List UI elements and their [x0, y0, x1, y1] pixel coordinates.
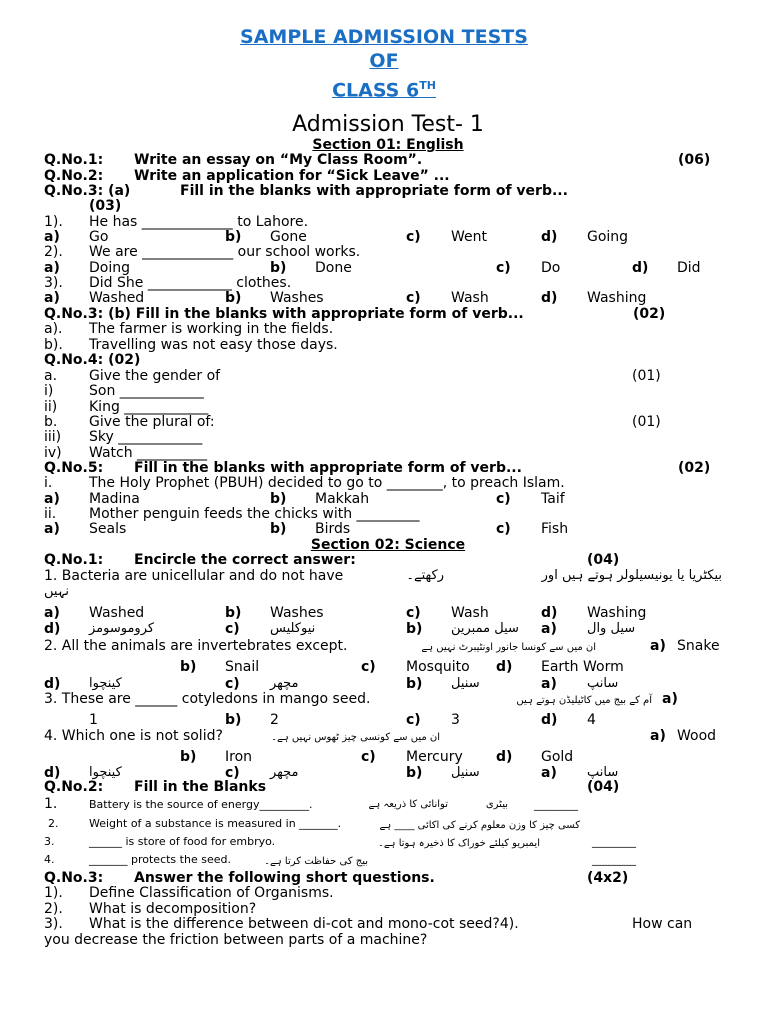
sci-q1-s1-en: 1. Bacteria are unicellular and do not have	[44, 568, 344, 584]
fill-blank-en: Weight of a substance is measured in _______.	[89, 817, 342, 830]
option-urdu: سیل وال	[587, 621, 636, 636]
option-value: Wood	[677, 728, 717, 744]
option-value: Do	[541, 260, 561, 276]
sci-q1-s1-ur-a: رکھتے۔	[406, 568, 444, 583]
option-letter: a)	[44, 521, 60, 537]
q5-marks: (02)	[678, 460, 711, 476]
short-q-num: 1).	[44, 885, 63, 901]
sci-q1-s3-ur: آم کے بیج میں کاٹیلیڈن ہوتے ہیں	[516, 695, 652, 706]
sci-q3-text: Answer the following short questions.	[134, 870, 435, 886]
q3a-item-1-text: He has _____________ to Lahore.	[89, 214, 309, 230]
q4-b-item-num: iv)	[44, 445, 62, 461]
option-value: Birds	[315, 521, 351, 537]
option-letter: b)	[406, 621, 423, 637]
option-letter: b)	[225, 229, 242, 245]
option-value: Mosquito	[406, 659, 470, 675]
q4-b-item-num: iii)	[44, 429, 62, 445]
q4-a-text: Give the gender of	[89, 368, 221, 384]
option-letter: c)	[225, 621, 240, 637]
option-letter: c)	[225, 676, 240, 692]
option-letter: a)	[44, 290, 60, 306]
section-1-heading: Section 01: English	[312, 137, 464, 153]
option-value: Washed	[89, 605, 145, 621]
option-value: Iron	[225, 749, 253, 765]
option-urdu: کینچوا	[89, 676, 122, 691]
q3b-item-2-num: b).	[44, 337, 63, 353]
option-letter: b)	[225, 290, 242, 306]
option-value: Washes	[270, 290, 324, 306]
fill-blank-line: ________	[534, 798, 578, 811]
option-urdu: کروموسومز	[89, 621, 155, 636]
option-letter: a)	[650, 638, 666, 654]
option-letter: b)	[270, 491, 287, 507]
option-urdu: سنیل	[451, 765, 480, 780]
option-value: Gold	[541, 749, 574, 765]
option-value: Taif	[541, 491, 565, 507]
option-value: Mercury	[406, 749, 463, 765]
option-urdu: مچھر	[270, 676, 299, 691]
fill-blank-num: 3.	[44, 835, 55, 848]
sci-q3-label: Q.No.3:	[44, 870, 104, 886]
q3a-item-3-text: Did She ____________ clothes.	[89, 275, 292, 291]
q1-text: Write an essay on “My Class Room”.	[134, 152, 423, 168]
fill-blank-num: 2.	[48, 817, 59, 830]
option-letter: b)	[180, 749, 197, 765]
option-letter: a)	[44, 605, 60, 621]
q4-b-text: Give the plural of:	[89, 414, 215, 430]
option-value: Washed	[89, 290, 145, 306]
header-line-3	[0, 74, 768, 102]
option-letter: c)	[406, 712, 421, 728]
q3a-item-3-num: 3).	[44, 275, 63, 291]
short-q-last-line: you decrease the friction between parts of a machine?	[44, 932, 428, 948]
q4-a-num: a.	[44, 368, 58, 384]
option-letter: d)	[44, 765, 61, 781]
option-value: Madina	[89, 491, 140, 507]
option-letter: c)	[361, 659, 376, 675]
option-letter: c)	[406, 605, 421, 621]
option-letter: b)	[270, 521, 287, 537]
fill-blank-ur: بیج کی حفاظت کرتا ہے۔	[264, 856, 368, 867]
option-value: 3	[451, 712, 460, 728]
q3a-text: Fill in the blanks with appropriate form of verb...	[180, 183, 568, 199]
option-letter: c)	[225, 765, 240, 781]
q5-item-2-num: ii.	[44, 506, 57, 522]
fill-blank-num: 4.	[44, 853, 55, 866]
option-letter: a)	[541, 676, 557, 692]
option-value: Done	[315, 260, 352, 276]
q1-marks: (06)	[678, 152, 711, 168]
q3a-label: Q.No.3: (a)	[44, 183, 131, 199]
fill-blank-ur: کسی چیز کا وزن معلوم کرنے کی اکائی ____ ہے	[379, 820, 580, 831]
sci-q1-s3-en: 3. These are ______ cotyledons in mango seed.	[44, 691, 371, 707]
q3b-item-2-text: Travelling was not easy those days.	[89, 337, 338, 353]
q4-b-item-text: Watch __________	[89, 445, 208, 461]
option-value: Went	[451, 229, 487, 245]
q4-b-item-text: Sky ____________	[89, 429, 203, 445]
option-letter: d)	[541, 712, 558, 728]
header-class-sup: TH	[419, 79, 436, 92]
option-value: Did	[677, 260, 701, 276]
option-letter: a)	[662, 691, 678, 707]
q5-item-1-num: i.	[44, 475, 53, 491]
section-2-heading: Section 02: Science	[310, 537, 466, 553]
sci-q1-s2-en: 2. All the animals are invertebrates except.	[44, 638, 348, 654]
q3a-item-2-text: We are _____________ our school works.	[89, 244, 361, 260]
short-q-text-cont: How can	[632, 916, 693, 932]
short-q-text: Define Classification of Organisms.	[89, 885, 334, 901]
option-letter: d)	[541, 229, 558, 245]
q4-b-marks: (01)	[632, 414, 661, 430]
option-letter: d)	[632, 260, 649, 276]
short-q-num: 2).	[44, 901, 63, 917]
sci-q1-s4-ur: ان میں سے کونسی چیز ٹھوس نہیں ہے۔	[271, 732, 440, 743]
q3b-marks: (02)	[633, 306, 666, 322]
header-line-1: SAMPLE ADMISSION TESTS	[240, 26, 528, 48]
sci-q1-label: Q.No.1:	[44, 552, 104, 568]
page-title: Admission Test- 1	[292, 112, 484, 137]
option-urdu: سیل ممبرین	[451, 621, 519, 636]
fill-blank-line: ________	[592, 835, 636, 848]
q3b-item-1-num: a).	[44, 321, 63, 337]
option-letter: d)	[541, 605, 558, 621]
fill-blank-line: ________	[592, 853, 636, 866]
option-letter: a)	[541, 621, 557, 637]
q3b-item-1-text: The farmer is working in the fields.	[89, 321, 334, 337]
fill-blank-en: _______ protects the seed.	[89, 853, 231, 866]
header-line-2: OF	[369, 50, 399, 72]
sci-q1-text: Encircle the correct answer:	[134, 552, 356, 568]
sci-q2-text: Fill in the Blanks	[134, 779, 267, 795]
option-value: Going	[587, 229, 629, 245]
q4-a-item-text: Son ____________	[89, 383, 204, 399]
sci-q1-marks: (04)	[587, 552, 620, 568]
option-value: Doing	[89, 260, 130, 276]
option-value: Wash	[451, 605, 489, 621]
header-class: CLASS 6	[332, 79, 420, 102]
sci-q1-s2-ur: ان میں سے کونسا جانور اونٹیبرٹ نہیں ہے	[421, 642, 596, 653]
option-letter: c)	[496, 521, 511, 537]
option-letter: b)	[406, 765, 423, 781]
option-letter: b)	[406, 676, 423, 692]
option-value: Gone	[270, 229, 307, 245]
option-value: Seals	[89, 521, 127, 537]
option-letter: a)	[44, 491, 60, 507]
q5-label: Q.No.5:	[44, 460, 104, 476]
option-urdu: مچھر	[270, 765, 299, 780]
fill-blank-ur: بیٹری	[485, 799, 508, 810]
option-value: Snake	[677, 638, 720, 654]
q4-a-item-num: i)	[44, 383, 54, 399]
option-letter: b)	[270, 260, 287, 276]
option-value: Washes	[270, 605, 324, 621]
fill-blank-ur: ایمبریو کیلئے خوراک کا ذخیرہ ہوتا ہے۔	[377, 838, 540, 849]
short-q-num: 3).	[44, 916, 63, 932]
q1-label: Q.No.1:	[44, 152, 104, 168]
option-letter: b)	[225, 605, 242, 621]
option-urdu: سانپ	[587, 765, 619, 780]
sci-q2-marks: (04)	[587, 779, 620, 795]
option-value: Snail	[225, 659, 260, 675]
option-urdu: نیوکلیس	[270, 621, 316, 636]
option-letter: d)	[496, 749, 513, 765]
option-letter: c)	[496, 491, 511, 507]
q2-text: Write an application for “Sick Leave” ...	[134, 168, 450, 184]
option-letter: d)	[541, 290, 558, 306]
option-letter: c)	[496, 260, 511, 276]
option-value: Go	[89, 229, 109, 245]
option-value: Makkah	[315, 491, 370, 507]
option-letter: a)	[44, 260, 60, 276]
q4-a-item-num: ii)	[44, 399, 58, 415]
q3a-marks: (03)	[89, 198, 122, 214]
sci-q1-s4-en: 4. Which one is not solid?	[44, 728, 223, 744]
option-letter: c)	[361, 749, 376, 765]
sci-q3-marks: (4x2)	[587, 870, 629, 886]
q4-b-num: b.	[44, 414, 58, 430]
sci-q1-s1-ur-c: نہیں	[44, 584, 70, 599]
option-urdu: سانپ	[587, 676, 619, 691]
fill-blank-num: 1.	[44, 796, 58, 812]
option-urdu: کینچوا	[89, 765, 122, 780]
short-q-text: What is decomposition?	[89, 901, 257, 917]
option-letter: d)	[44, 621, 61, 637]
fill-blank-en: ______ is store of food for embryo.	[89, 835, 276, 848]
q4-a-item-text: King ____________	[89, 399, 209, 415]
option-value: 2	[270, 712, 279, 728]
q5-item-2-text: Mother penguin feeds the chicks with _________	[89, 506, 420, 522]
option-value: Washing	[587, 605, 647, 621]
option-value: 1	[89, 712, 98, 728]
option-letter: a)	[650, 728, 666, 744]
q5-text: Fill in the blanks with appropriate form of verb...	[134, 460, 522, 476]
q3a-item-1-num: 1).	[44, 214, 63, 230]
short-q-text: What is the difference between di-cot and mono-cot seed?4).	[89, 916, 519, 932]
q2-label: Q.No.2:	[44, 168, 104, 184]
option-letter: d)	[496, 659, 513, 675]
option-letter: c)	[406, 290, 421, 306]
q5-item-1-text: The Holy Prophet (PBUH) decided to go to ________, to preach Islam.	[89, 475, 565, 491]
q3b-label: Q.No.3: (b) Fill in the blanks with appropriate form of verb...	[44, 306, 524, 322]
option-value: Fish	[541, 521, 569, 537]
option-value: Washing	[587, 290, 647, 306]
sci-q2-label: Q.No.2:	[44, 779, 104, 795]
q3a-item-2-num: 2).	[44, 244, 63, 260]
option-value: 4	[587, 712, 596, 728]
sci-q1-s1-ur-b: بیکٹریا یا یونیسیلولر ہوتے ہیں اور	[541, 568, 722, 583]
option-urdu: سنیل	[451, 676, 480, 691]
option-letter: a)	[541, 765, 557, 781]
option-letter: b)	[180, 659, 197, 675]
option-value: Wash	[451, 290, 489, 306]
option-value: Earth Worm	[541, 659, 624, 675]
option-letter: c)	[406, 229, 421, 245]
q4-a-marks: (01)	[632, 368, 661, 384]
q4-label: Q.No.4: (02)	[44, 352, 141, 368]
fill-blank-en: Battery is the source of energy_________.	[89, 798, 313, 811]
option-letter: a)	[44, 229, 60, 245]
option-letter: d)	[44, 676, 61, 692]
option-letter: b)	[225, 712, 242, 728]
fill-blank-ur: توانائی کا ذریعہ ہے	[368, 799, 448, 810]
